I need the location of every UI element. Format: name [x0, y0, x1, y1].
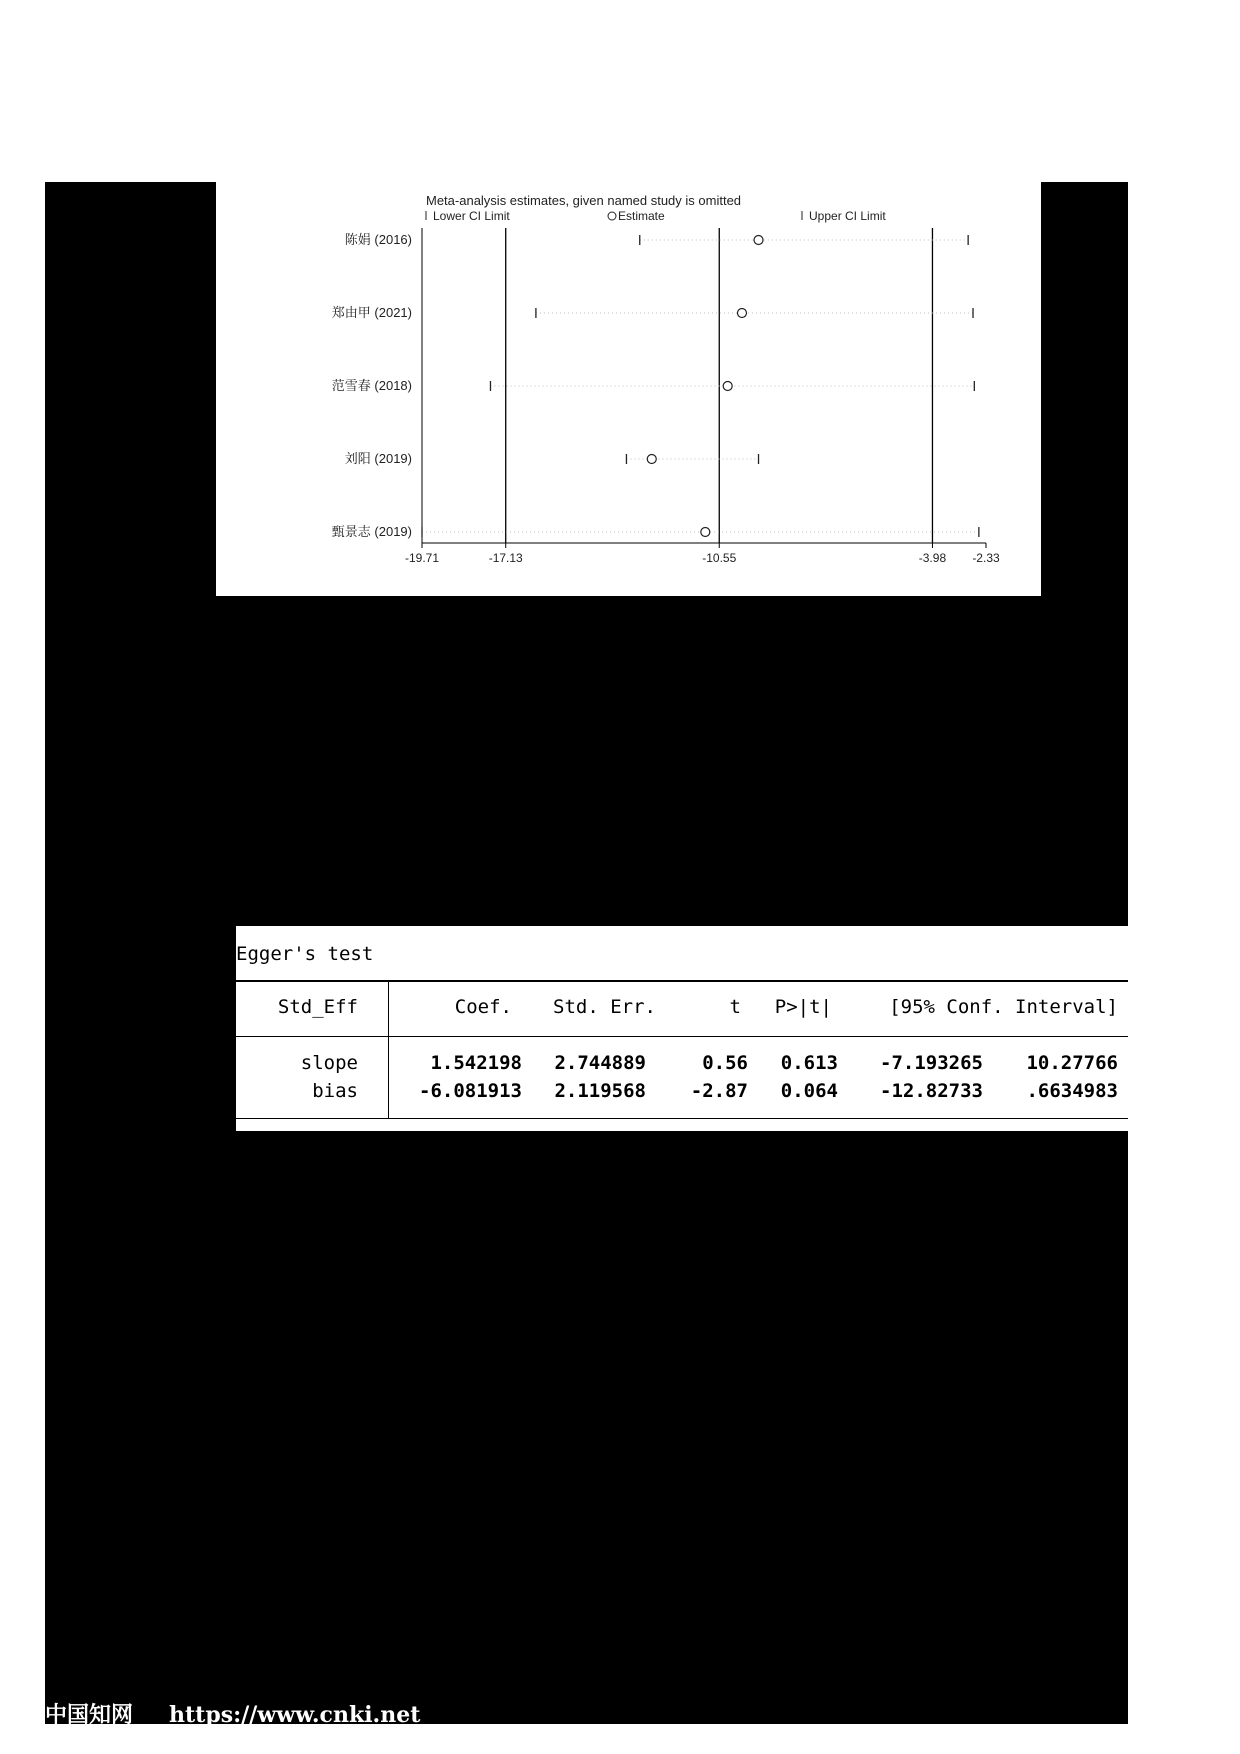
legend-estimate-label: Estimate: [618, 209, 665, 223]
egger-title: Egger's test: [236, 943, 374, 965]
label-column-divider: [388, 981, 389, 1119]
egger-test-table: [236, 926, 1128, 1130]
header-conf-interval: [95% Conf. Interval]: [889, 996, 1118, 1018]
table-spacer: [236, 1127, 1128, 1131]
legend-estimate-marker: [608, 212, 616, 220]
slope-t: 0.56: [702, 1052, 748, 1074]
header-rule: [236, 1036, 1128, 1037]
bias-se: 2.119568: [554, 1080, 646, 1102]
footer-url[interactable]: https://www.cnki.net: [169, 1702, 421, 1728]
table-top-rule: [236, 980, 1128, 982]
bias-t: -2.87: [690, 1080, 748, 1102]
sensitivity-chart: [216, 182, 1041, 596]
x-tick-label-4: -2.33: [972, 551, 1000, 565]
bias-ci-low: -12.82733: [880, 1080, 983, 1102]
header-t: t: [729, 996, 741, 1018]
chart-title: Meta-analysis estimates, given named study is omitted: [426, 193, 742, 208]
row-label-slope: slope: [300, 1052, 358, 1074]
study-label-3: 刘阳 (2019): [344, 451, 412, 466]
row-label-bias: bias: [312, 1080, 358, 1102]
study-label-0: 陈娟 (2016): [344, 232, 412, 247]
study-estimate-3: [647, 455, 656, 464]
x-tick-label-2: -10.55: [702, 551, 737, 565]
study-label-1: 郑由甲 (2021): [331, 305, 412, 320]
bias-ci-high: .6634983: [1026, 1080, 1118, 1102]
slope-ci-low: -7.193265: [880, 1052, 983, 1074]
bias-p: 0.064: [780, 1080, 838, 1102]
footer-site-name: 中国知网: [45, 1702, 134, 1728]
header-p: P>|t|: [774, 996, 832, 1018]
header-std-err: Std. Err.: [553, 996, 656, 1018]
study-estimate-2: [723, 382, 732, 391]
x-tick-label-3: -3.98: [918, 551, 947, 565]
header-std-eff: Std_Eff: [277, 996, 358, 1018]
bias-coef: -6.081913: [419, 1080, 522, 1102]
slope-se: 2.744889: [554, 1052, 646, 1074]
study-estimate-0: [754, 236, 763, 245]
legend-lower-label: Lower CI Limit: [433, 209, 510, 223]
x-tick-label-1: -17.13: [488, 551, 523, 565]
study-estimate-4: [701, 528, 710, 537]
table-bottom-rule: [236, 1118, 1128, 1119]
study-label-4: 甄景志 (2019): [331, 524, 412, 539]
header-coef: Coef.: [454, 996, 512, 1018]
study-estimate-1: [737, 309, 746, 318]
slope-p: 0.613: [780, 1052, 838, 1074]
sensitivity-chart-svg: [216, 182, 1041, 596]
slope-coef: 1.542198: [430, 1052, 522, 1074]
legend-upper-label: Upper CI Limit: [809, 209, 886, 223]
footer-watermark: [45, 1698, 456, 1728]
x-tick-label-0: -19.71: [404, 551, 440, 565]
study-label-2: 范雪春 (2018): [331, 378, 412, 393]
slope-ci-high: 10.27766: [1026, 1052, 1118, 1074]
